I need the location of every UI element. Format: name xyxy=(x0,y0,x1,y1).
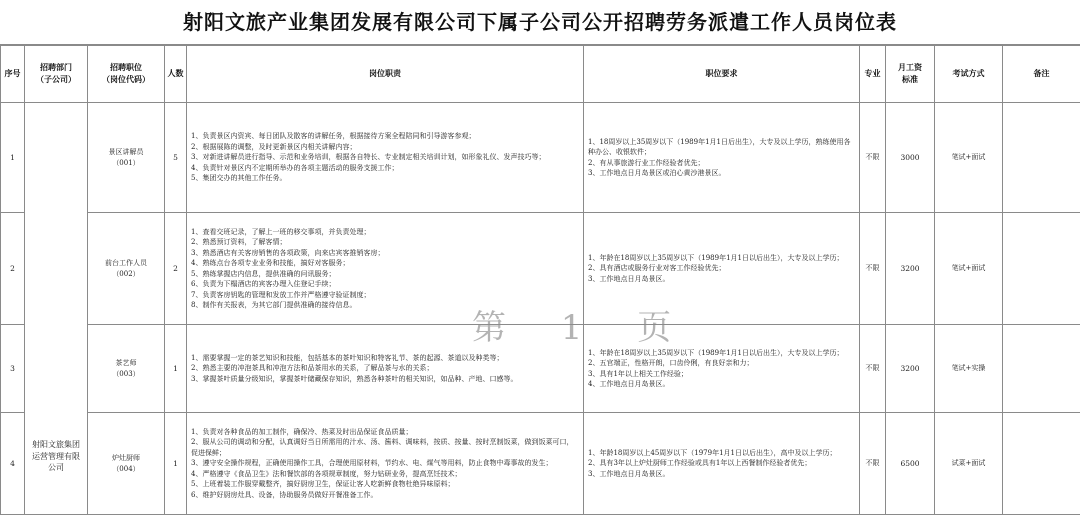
header-major: 专业 xyxy=(860,46,886,103)
header-dept-line2: （子公司） xyxy=(25,74,87,86)
row-seq: 2 xyxy=(1,213,25,325)
header-notes: 备注 xyxy=(1003,46,1080,103)
position-code: （001） xyxy=(88,158,164,169)
duty-line: 1、负责景区内资宾、每日团队及散客的讲解任务，根据接待方案全程陪同和引导游客参观； xyxy=(191,131,579,142)
req-line: 2、五官端正，性格开朗，口齿伶俐，有良好亲和力； xyxy=(588,358,855,369)
row-exam: 笔试+面试 xyxy=(935,213,1003,325)
table-row xyxy=(1,103,1080,213)
position-name: 景区讲解员 xyxy=(88,147,164,158)
table-row xyxy=(1,213,1080,325)
duty-line: 5、上班着装工作服穿戴整齐，搞好厨房卫生，保证让客人吃新鲜食物杜绝异味原料； xyxy=(191,479,579,490)
page-watermark: 第 1 页 xyxy=(472,300,693,349)
duty-line: 3、熟悉酒店有关客房销售的各项政策，向来店宾客推销客房； xyxy=(191,248,579,259)
position-name: 炉灶厨师 xyxy=(88,453,164,464)
duty-line: 1、查看交班记录，了解上一班的移交事项，并负责处理； xyxy=(191,227,579,238)
row-count: 5 xyxy=(165,103,187,213)
header-salary-line1: 月工资 xyxy=(886,62,934,74)
row-notes xyxy=(1003,103,1080,213)
duty-line: 4、严格遵守《食品卫生》法和餐饮部的各项规章制度，努力钻研业务，提高烹饪技术； xyxy=(191,469,579,480)
position-code: （004） xyxy=(88,464,164,475)
row-reqs xyxy=(584,325,860,413)
row-salary: 6500 xyxy=(886,413,935,515)
row-duties xyxy=(187,325,584,413)
row-duties xyxy=(187,413,584,515)
req-line: 1、年龄在18周岁以上35周岁以下（1989年1月1日以后出生），大专及以上学历； xyxy=(588,253,855,264)
row-count: 1 xyxy=(165,325,187,413)
header-duties: 岗位职责 xyxy=(187,46,584,103)
req-line: 1、18周岁以上35周岁以下（1989年1月1日后出生），大专及以上学历，熟练使用各种办公、收银软件； xyxy=(588,137,855,158)
duty-line: 1、负责对各种食品的加工制作，确保冷、热菜及时出品保证食品质量； xyxy=(191,427,579,438)
req-line: 3、工作地点日月岛景区。 xyxy=(588,469,855,480)
header-dept-line1: 招聘部门 xyxy=(25,62,87,74)
req-line: 1、年龄在18周岁以上35周岁以下（1989年1月1日以后出生），大专及以上学历； xyxy=(588,348,855,359)
duty-line: 2、服从公司的调动和分配，认真调好当日所需用的汁水、汤、酱料、调味料，按质、按量、按时烹制饭菜，做到饭菜可口，促进保鲜； xyxy=(191,437,579,458)
row-seq: 4 xyxy=(1,413,25,515)
header-position xyxy=(88,46,165,103)
row-reqs xyxy=(584,413,860,515)
req-line: 1、年龄18周岁以上45周岁以下（1979年1月1日以后出生），高中及以上学历； xyxy=(588,448,855,459)
header-position-line2: （岗位代码） xyxy=(88,74,164,86)
row-position xyxy=(88,103,165,213)
header-count: 人数 xyxy=(165,46,187,103)
header-reqs: 职位要求 xyxy=(584,46,860,103)
department-line3: 公司 xyxy=(29,462,83,474)
row-notes xyxy=(1003,213,1080,325)
row-major: 不限 xyxy=(860,413,886,515)
table-row xyxy=(1,413,1080,515)
req-line: 2、有从事旅游行业工作经验者优先； xyxy=(588,158,855,169)
row-count: 1 xyxy=(165,413,187,515)
req-line: 3、工作地点日月岛景区或泊心黄沙港景区。 xyxy=(588,168,855,179)
row-major: 不限 xyxy=(860,213,886,325)
header-position-line1: 招聘职位 xyxy=(88,62,164,74)
row-position xyxy=(88,213,165,325)
recruitment-table xyxy=(0,45,1080,515)
row-seq: 1 xyxy=(1,103,25,213)
req-line: 2、具有酒店或服务行业对客工作经验优先； xyxy=(588,263,855,274)
req-line: 3、具有1年以上相关工作经验； xyxy=(588,369,855,380)
req-line: 3、工作地点日月岛景区。 xyxy=(588,274,855,285)
duty-line: 5、集团交办的其他工作任务。 xyxy=(191,173,579,184)
position-code: （002） xyxy=(88,269,164,280)
duty-line: 8、制作有关报表，为其它部门提供准确的接待信息。 xyxy=(191,300,579,311)
row-seq: 3 xyxy=(1,325,25,413)
row-count: 2 xyxy=(165,213,187,325)
duty-line: 7、负责客房钥匙的管理和发放工作并严格遵守验证制度； xyxy=(191,290,579,301)
duty-line: 6、负责为下榻酒店的宾客办理入住登记手续； xyxy=(191,279,579,290)
row-position xyxy=(88,325,165,413)
position-name: 前台工作人员 xyxy=(88,258,164,269)
header-salary xyxy=(886,46,935,103)
duty-line: 2、熟悉主要的冲泡茶具和冲泡方法和品茶用水的关系，了解品茶与水的关系； xyxy=(191,363,579,374)
header-seq: 序号 xyxy=(1,46,25,103)
header-exam: 考试方式 xyxy=(935,46,1003,103)
duty-line: 3、对新进讲解员进行指导、示范和业务培训，根据各自特长、专业制定相关培训计划，如形象礼仪、发声技巧等； xyxy=(191,152,579,163)
duty-line: 2、根据展陈的调整，及时更新景区内相关讲解内容； xyxy=(191,142,579,153)
duty-line: 6、维护好厨房灶具、设备，协助服务员做好开餐准备工作。 xyxy=(191,490,579,501)
duty-line: 2、熟悉预订资料，了解客情； xyxy=(191,237,579,248)
department-line1: 射阳文旅集团 xyxy=(29,439,83,451)
req-line: 2、具有3年以上炉灶厨师工作经验或具有1年以上西餐制作经验者优先； xyxy=(588,458,855,469)
row-salary: 3000 xyxy=(886,103,935,213)
table-row xyxy=(1,325,1080,413)
row-salary: 3200 xyxy=(886,325,935,413)
header-row xyxy=(1,46,1080,103)
row-major: 不限 xyxy=(860,325,886,413)
duty-line: 5、熟练掌握店内信息，提供准确的问讯服务； xyxy=(191,269,579,280)
duty-line: 3、掌握茶叶质量分级知识，掌握茶叶储藏保存知识，熟悉各种茶叶的相关知识，如品种、产地、口感等。 xyxy=(191,374,579,385)
row-notes xyxy=(1003,325,1080,413)
position-code: （003） xyxy=(88,369,164,380)
row-position xyxy=(88,413,165,515)
row-duties xyxy=(187,213,584,325)
row-exam: 笔试+面试 xyxy=(935,103,1003,213)
req-line: 4、工作地点日月岛景区。 xyxy=(588,379,855,390)
duty-line: 3、遵守安全操作规程，正确使用操作工具，合理使用原材料，节约水、电、煤气等用料，防止食物中毒事故的发生； xyxy=(191,458,579,469)
duty-line: 4、负责针对景区内不定期所举办的各项主题活动的服务支援工作； xyxy=(191,163,579,174)
row-exam: 试菜+面试 xyxy=(935,413,1003,515)
row-reqs xyxy=(584,103,860,213)
header-dept xyxy=(25,46,88,103)
duty-line: 4、熟练点台各项专业业务和技能，搞好对客服务； xyxy=(191,258,579,269)
header-salary-line2: 标准 xyxy=(886,74,934,86)
row-reqs xyxy=(584,213,860,325)
department-line2: 运营管理有限 xyxy=(29,451,83,463)
row-exam: 笔试+实操 xyxy=(935,325,1003,413)
department-cell xyxy=(25,103,88,515)
position-name: 茶艺师 xyxy=(88,358,164,369)
row-salary: 3200 xyxy=(886,213,935,325)
page-title: 射阳文旅产业集团发展有限公司下属子公司公开招聘劳务派遣工作人员岗位表 xyxy=(0,0,1080,45)
row-duties xyxy=(187,103,584,213)
row-major: 不限 xyxy=(860,103,886,213)
row-notes xyxy=(1003,413,1080,515)
duty-line: 1、需要掌握一定的茶艺知识和技能，包括基本的茶叶知识和特客礼节、茶的起源、茶道以及种类等； xyxy=(191,353,579,364)
